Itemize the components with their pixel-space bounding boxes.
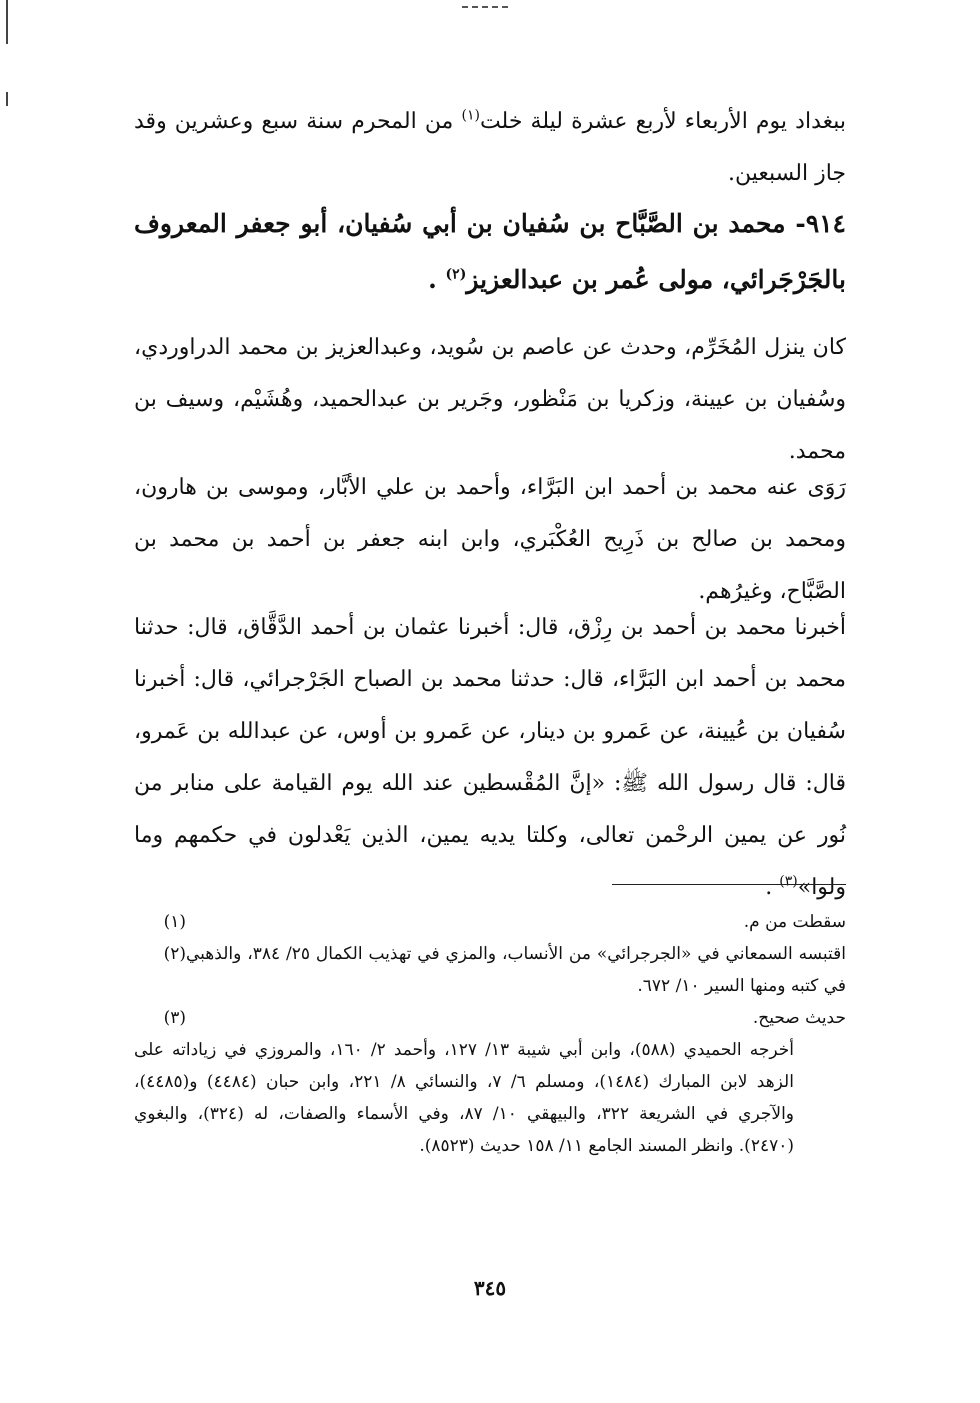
entry-heading [134, 196, 846, 308]
footnote-text: حديث صحيح. [752, 1008, 846, 1028]
footnote-text: سقطت من م. [743, 912, 846, 932]
footnote-3-detail: أخرجه الحميدي (٥٨٨)، وابن أبي شيبة ١٣/ ١٢٧، وأحمد ٢/ ١٦٠، والمروزي في زياداته على الزهد لابن المبارك (١٤٨٤)، ومسلم ٦/ ٧، والنسائي ٨/ ٢٢١، وابن حبان (٤٤٨٤) و(٤٤٨٥)، والآجري في الشريعة ٣٢٢، والبيهقي ١٠/ ٨٧، وفي الأسماء والصفات، له (٣٢٤)، والبغوي (٢٤٧٠). وانظر المسند الجامع ١١/ ١٥٨ حديث (٨٥٢٣). [134, 1040, 795, 1156]
left-scan-mark [6, 0, 8, 44]
paragraph-continuation [134, 96, 846, 200]
footnote-1 [134, 906, 846, 938]
footnote-2 [134, 938, 846, 1002]
paragraph-teachers: كان ينزل المُخَرِّم، وحدث عن عاصم بن سُويد، وعبدالعزيز بن محمد الدراوردي، وسُفيان بن عيينة، وزكريا بن مَنْظور، وجَرير بن عبدالحميد، وهُشَيْم، وسيف بن محمد. [134, 335, 846, 464]
paragraph-hadith-end: . [765, 875, 780, 900]
paragraph-students: رَوَى عنه محمد بن أحمد ابن البَرَّاء، وأحمد بن علي الأبَّار، وموسى بن هارون، ومحمد بن صالح بن ذَرِيح العُكْبَري، وابن ابنه جعفر بن أحمد بن محمد بن الصَّبَّاح، وغيرُهم. [134, 475, 846, 604]
footnotes [134, 906, 846, 1162]
footnote-number: (١) [163, 912, 186, 932]
footnote-ref-2: (٢) [445, 266, 467, 283]
footnote-number: (٣) [163, 1008, 186, 1028]
entry-heading-text: ٩١٤- محمد بن الصَّبَّاح بن سُفيان بن أبي سُفيان، أبو جعفر المعروف بالجَرْجَرائي، مولى عُمر بن عبدالعزيز [134, 209, 846, 294]
footnote-ref-3: (٣) [779, 873, 798, 890]
entry-heading-end: . [428, 265, 446, 294]
footnote-number: (٢) [163, 944, 186, 964]
paragraph-1-text: ببغداد يوم الأربعاء لأربع عشرة ليلة خلت [479, 109, 846, 134]
top-scan-mark [462, 6, 508, 10]
paragraph-hadith-text: أخبرنا محمد بن أحمد بن رِزْق، قال: أخبرنا عثمان بن أحمد الدَّقَّاق، قال: حدثنا محمد بن أحمد ابن البَرَّاء، قال: حدثنا محمد بن الصباح الجَرْجرائي، قال: أخبرنا سُفيان بن عُيينة، عن عَمرو بن دينار، عن عَمرو بن أوس، عن عبدالله بن عَمرو، قال: قال رسول الله ﷺ: «إنَّ المُقْسطين عند الله يوم القيامة على منابر من نُور عن يمين الرحْمن تعالى، وكلتا يديه يمين، الذين يَعْدلون في حكمهم وما ولوا» [134, 615, 846, 900]
left-scan-mark-small [6, 92, 8, 106]
footnote-ref-1: (١) [461, 107, 480, 124]
paragraph-1-end: من المحرم سنة سبع وعشرين وقد جاز السبعين. [134, 109, 846, 186]
footnote-separator [612, 884, 846, 885]
paragraph-hadith [134, 602, 846, 914]
footnote-text: اقتبسه السمعاني في «الجرجرائي» من الأنساب، والمزي في تهذيب الكمال ٢٥/ ٣٨٤، والذهبي في كتبه ومنها السير ١٠/ ٦٧٢. [186, 944, 846, 996]
footnote-3 [134, 1002, 846, 1034]
page-number: ٣٤٥ [473, 1276, 507, 1300]
